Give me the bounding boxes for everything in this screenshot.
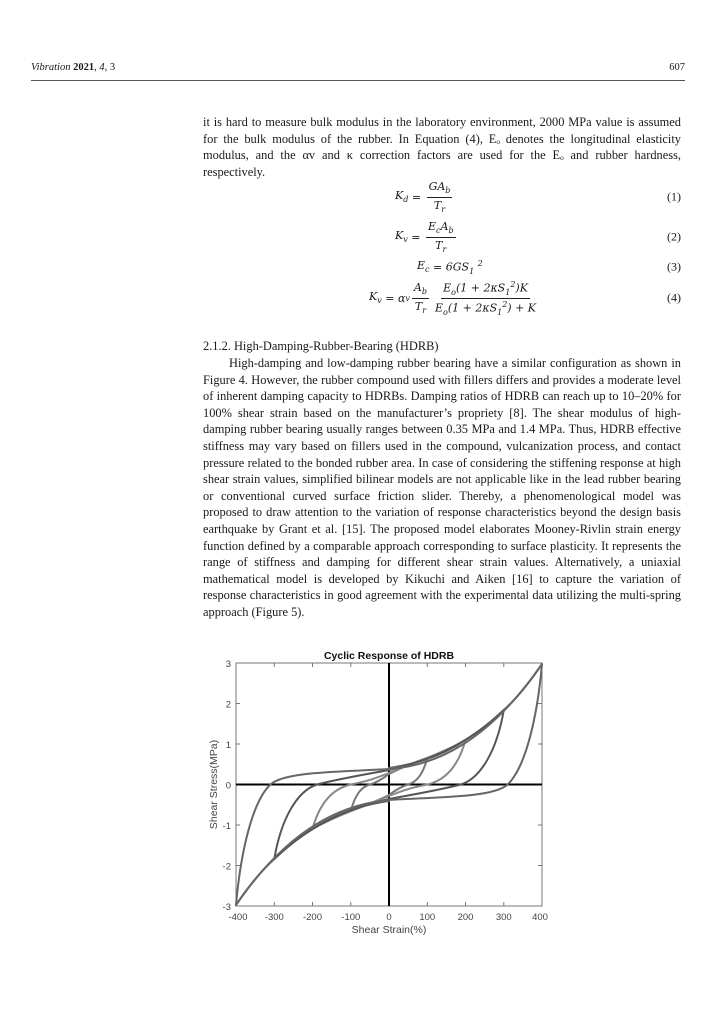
svg-text:1: 1 — [225, 740, 231, 751]
svg-text:-2: -2 — [222, 861, 231, 873]
svg-text:-300: -300 — [264, 912, 284, 923]
svg-text:100: 100 — [419, 912, 436, 923]
svg-text:3: 3 — [225, 659, 231, 670]
page-header — [31, 60, 685, 81]
x-axis-label: Shear Strain(%) — [351, 924, 427, 936]
equation-number: (4) — [667, 290, 681, 305]
svg-text:-1: -1 — [222, 821, 231, 832]
equation-number: (2) — [667, 229, 681, 244]
svg-text:0: 0 — [386, 912, 392, 923]
svg-text:-100: -100 — [341, 912, 361, 923]
journal-issue: 3 — [109, 62, 116, 73]
intro-paragraph: it is hard to measure bulk modulus in the laboratory environment, 2000 MPa value is assumed for the bulk modulus of the rubber. In Equation (4), Eₒ denotes the longitudinal elasticity modulus, and the αv and κ correction factors are used for the Eₒ and rubber hardness, respectively. — [203, 115, 681, 179]
section-heading: 2.1.2. High-Damping-Rubber-Bearing (HDRB) — [203, 339, 439, 353]
chart-title: Cyclic Response of HDRB — [323, 650, 455, 662]
journal-citation: Vibration 2021, 4, 3 — [31, 62, 116, 73]
journal-volume: 4 — [99, 62, 105, 73]
hysteresis-chart — [195, 640, 565, 945]
svg-text:2: 2 — [225, 699, 231, 711]
journal-year: 2021 — [73, 62, 95, 73]
page-number: 607 — [669, 62, 685, 73]
svg-text:-3: -3 — [222, 902, 231, 913]
svg-text:-200: -200 — [302, 912, 323, 923]
svg-text:300: 300 — [495, 912, 512, 923]
equation-number: (1) — [667, 189, 681, 204]
section-body: High-damping and low-damping rubber bearing have a similar configuration as shown in Figure 4. However, the rubber compound used with fillers differs and provides a moderate level of inherent damping capacity to HDRBs. Damping ratios of HDRB can reach up to 10–20% for 100% shear strain based on the manufacturer’s propriety [8]. The shear modulus of high-damping rubber bearing usually ranges between 0.35 MPa and 1.4 MPa. Thus, HDRB effective stiffness may vary based on fillers used in the compound, vulcanization process, and contact pressure related to the bonded rubber area. In case of considering the stiffening response at high shear strain values, simplified bilinear models are not applicable like in the lead rubber bearing or conventional curved surface friction slider. Thereby, a phenomenological model was proposed to draw attention to the variation of response characteristics beyond the design basis earthquake by Grant et al. [15]. The proposed model elaborates Mooney-Rivlin strain energy function defined by a comparable approach corresponding to surface plasticity. It represents the range of stiffness and damping for different shear strain values. Alternatively, a uniaxial mathematical model is developed by Kikuchi and Aiken [16] to capture the variation of response characteristics in good agreement with the experimental data utilizing the multi-spring approach (Figure 5). — [203, 356, 681, 619]
equation-4: $K_v$ = α v $\frac{A_b}{T_r}$ $\frac{E_o(1 + 2\kappa S_1^2)K}{E_o(1 + 2\kappa S_1^2) + K}$ (4) — [369, 279, 681, 317]
svg-text:400: 400 — [532, 912, 548, 923]
equation-number: (3) — [667, 259, 681, 274]
chart-svg — [195, 640, 565, 945]
x-tick-labels — [228, 912, 547, 923]
svg-text:200: 200 — [457, 912, 474, 923]
y-axis-label: Shear Stress(MPa) — [208, 739, 220, 830]
equation-1: $K_d$ = $\frac{GA_b}{T_r}$ (1) — [395, 180, 681, 214]
svg-text:0: 0 — [225, 780, 231, 792]
y-tick-labels — [223, 659, 231, 913]
journal-name: Vibration — [31, 62, 71, 73]
equation-3: $E_c$ = $6GS_1$ $^2$ (3) — [417, 258, 681, 276]
svg-text:-400: -400 — [228, 912, 248, 923]
equation-2: $K_v$ = $\frac{E_cA_b}{T_r}$ (2) — [395, 220, 681, 254]
